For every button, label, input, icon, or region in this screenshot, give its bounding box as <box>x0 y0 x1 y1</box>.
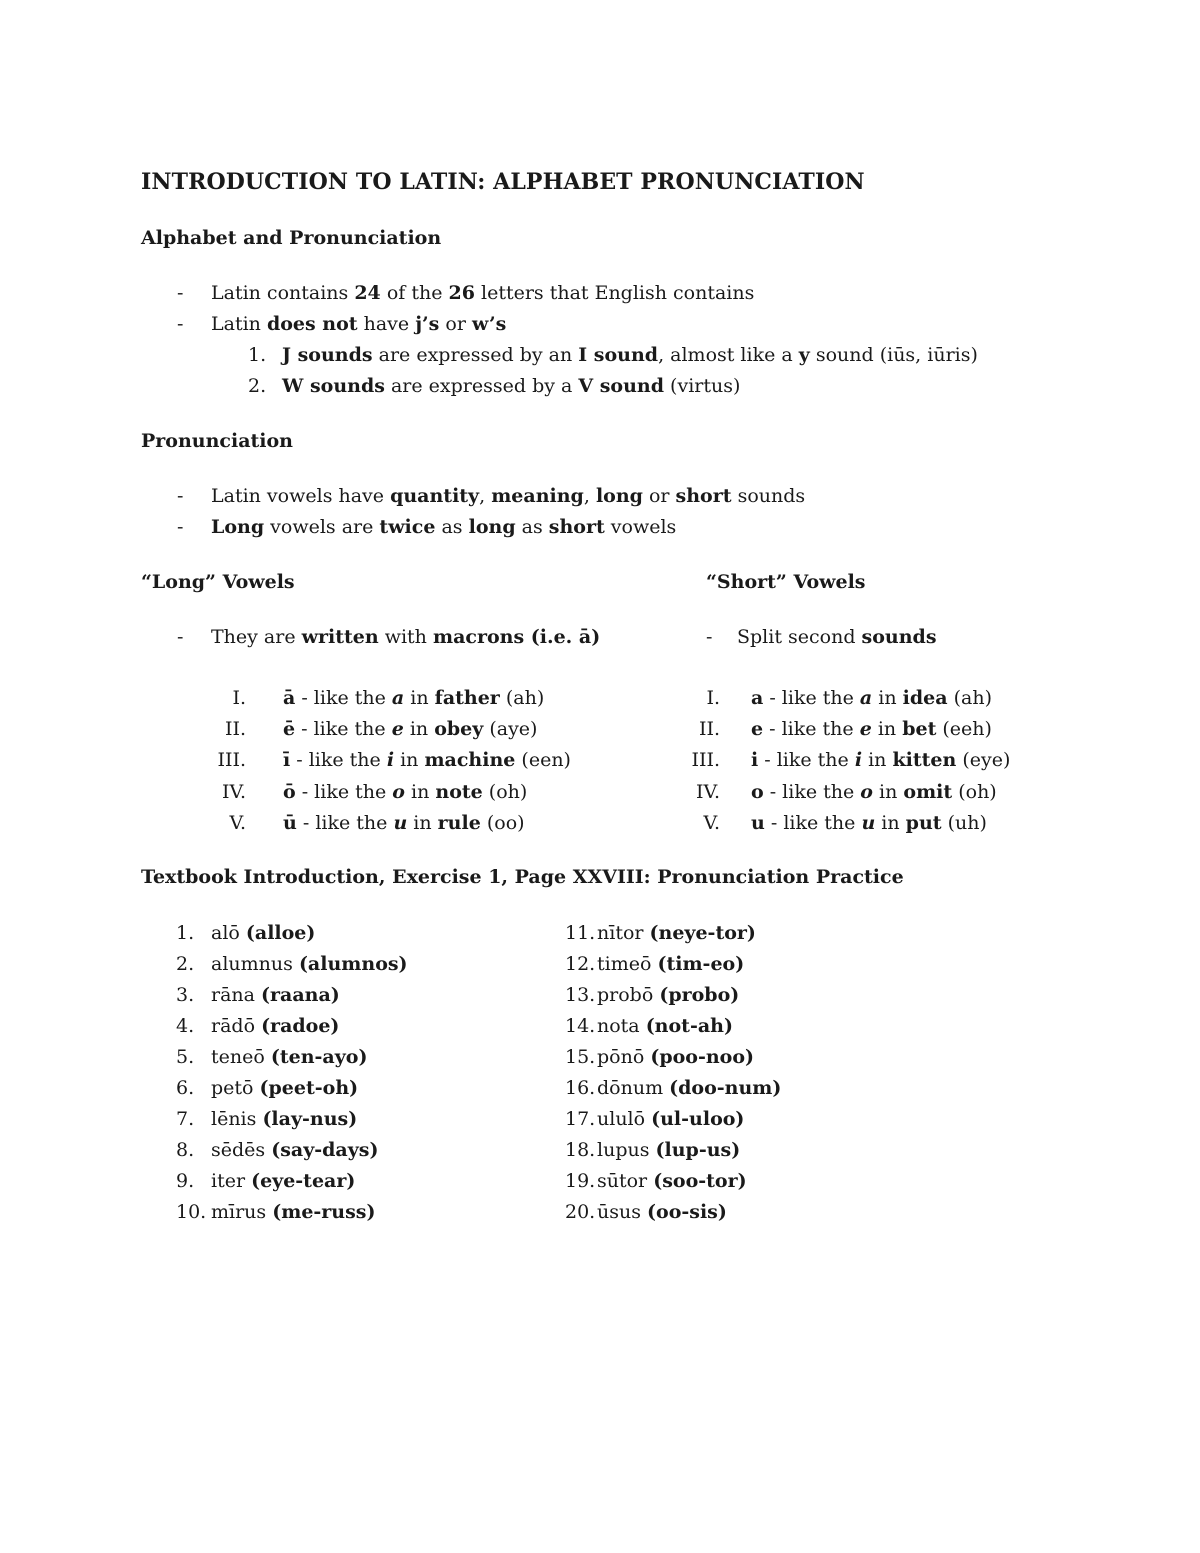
text-span: 17. <box>565 1108 596 1130</box>
text-span: e <box>751 718 764 741</box>
text-span: 4. <box>176 1015 195 1037</box>
text-span: (ten-ayo) <box>270 1046 368 1068</box>
vowel-item <box>751 812 987 834</box>
text-span: alō <box>211 922 240 944</box>
text-span: iter <box>211 1170 246 1192</box>
pronunciation-bullet-2: Long vowels are twice as long as short vowels <box>211 516 677 538</box>
text-span: in <box>407 811 438 834</box>
text-span: in <box>872 687 903 709</box>
text-span: - like the <box>763 718 860 741</box>
text-span: 12. <box>565 953 596 975</box>
text-span: u <box>393 811 408 834</box>
text-span: kitten <box>892 749 957 772</box>
exercise-item <box>565 1139 740 1161</box>
alphabet-bullet-2: Latin does not have j’s or w’s <box>211 313 507 335</box>
text-span: 16. <box>565 1077 596 1099</box>
text-span: (oh) <box>952 780 997 803</box>
text-span: i <box>386 749 395 772</box>
roman-numeral: II. <box>224 718 246 741</box>
text-span: (alumnos) <box>298 953 408 975</box>
exercise-item <box>176 984 340 1006</box>
text-span: a <box>859 687 873 709</box>
text-span: rādō <box>211 1015 256 1037</box>
text-span: ā <box>283 687 296 709</box>
text-span: o <box>392 780 405 803</box>
roman-numeral: V. <box>229 811 246 834</box>
text-span: 13. <box>565 984 596 1006</box>
text-span: e <box>859 718 872 741</box>
vowel-item <box>283 812 525 834</box>
page-title: INTRODUCTION TO LATIN: ALPHABET PRONUNCIATION <box>141 169 865 195</box>
roman-numeral: III. <box>217 749 246 772</box>
text-span: (lup-us) <box>655 1139 741 1161</box>
section-heading-alphabet: Alphabet and Pronunciation <box>141 227 442 249</box>
text-span: ululō <box>597 1108 646 1130</box>
text-span: rāna <box>211 984 255 1006</box>
bullet-dash: - <box>177 516 184 538</box>
bullet-dash: - <box>177 626 184 648</box>
text-span: o <box>860 780 873 803</box>
text-span: (soo-tor) <box>653 1170 747 1192</box>
exercise-item <box>176 1170 355 1192</box>
text-span: obey <box>434 718 484 741</box>
text-span: (oo) <box>480 811 525 834</box>
text-span: lupus <box>597 1139 650 1161</box>
text-span: (radoe) <box>261 1015 340 1037</box>
text-span: 9. <box>176 1170 195 1192</box>
text-span: ē <box>283 718 296 741</box>
exercise-item <box>176 1046 367 1068</box>
text-span: in <box>404 687 435 709</box>
long-vowels-bullet: They are written with macrons (i.e. ā) <box>211 626 601 648</box>
text-span: (peet-oh) <box>259 1077 359 1099</box>
section-heading-pronunciation: Pronunciation <box>141 430 293 452</box>
roman-numeral: IV. <box>696 780 720 803</box>
exercise-item <box>176 1108 357 1130</box>
text-span: 18. <box>565 1139 596 1161</box>
text-span: (eye) <box>956 749 1011 772</box>
text-span: 11. <box>565 922 596 944</box>
text-span: 5. <box>176 1046 195 1068</box>
text-span: i <box>751 749 759 772</box>
text-span: - like the <box>296 811 394 834</box>
text-span: nītor <box>597 922 644 944</box>
alphabet-subitem-2: W sounds are expressed by a V sound (virtus) <box>282 375 741 397</box>
text-span: ō <box>283 780 296 803</box>
section-heading-short-vowels: “Short” Vowels <box>706 571 866 593</box>
text-span: in <box>403 718 435 741</box>
text-span: 6. <box>176 1077 195 1099</box>
text-span: u <box>861 811 876 834</box>
text-span: (ah) <box>947 687 992 709</box>
short-vowels-bullet: Split second sounds <box>737 626 937 648</box>
text-span: in <box>871 718 903 741</box>
text-span: ī <box>283 749 291 772</box>
text-span: (poo-noo) <box>650 1046 754 1068</box>
text-span: ū <box>283 811 297 834</box>
text-span: (alloe) <box>245 922 316 944</box>
exercise-item <box>565 922 756 944</box>
text-span: rule <box>437 811 481 834</box>
text-span: (not-ah) <box>645 1015 733 1037</box>
roman-numeral: IV. <box>222 780 246 803</box>
text-span: i <box>854 749 863 772</box>
roman-numeral: III. <box>691 749 720 772</box>
text-span: e <box>391 718 404 741</box>
text-span: - like the <box>763 687 860 709</box>
text-span: in <box>872 780 904 803</box>
text-span: in <box>875 811 906 834</box>
vowel-item <box>751 687 992 709</box>
bullet-dash: - <box>177 282 184 304</box>
text-span: idea <box>902 687 948 709</box>
text-span: (doo-num) <box>669 1077 782 1099</box>
text-span: - like the <box>758 749 855 772</box>
text-span: (oo-sis) <box>647 1201 727 1223</box>
vowel-item <box>751 749 1010 771</box>
text-span: - like the <box>290 749 387 772</box>
bullet-dash: - <box>706 626 713 648</box>
alphabet-bullet-1: Latin contains 24 of the 26 letters that English contains <box>211 282 755 304</box>
text-span: mīrus <box>211 1201 267 1223</box>
exercise-item <box>176 922 315 944</box>
exercise-item <box>176 953 408 975</box>
text-span: u <box>751 811 765 834</box>
exercise-item <box>565 1201 727 1223</box>
alphabet-sub-number: 1. <box>248 344 267 366</box>
text-span: nota <box>597 1015 640 1037</box>
text-span: 8. <box>176 1139 195 1161</box>
roman-numeral: I. <box>232 687 246 709</box>
text-span: (raana) <box>261 984 340 1006</box>
text-span: father <box>434 687 500 709</box>
text-span: (lay-nus) <box>262 1108 358 1130</box>
vowel-item <box>283 781 527 803</box>
text-span: - like the <box>763 780 861 803</box>
text-span: alumnus <box>211 953 293 975</box>
exercise-item <box>176 1139 378 1161</box>
text-span: note <box>435 780 483 803</box>
text-span: 15. <box>565 1046 596 1068</box>
text-span: machine <box>424 749 516 772</box>
text-span: (neye-tor) <box>649 922 756 944</box>
text-span: a <box>391 687 405 709</box>
text-span: dōnum <box>597 1077 664 1099</box>
text-span: timeō <box>597 953 652 975</box>
exercise-item <box>176 1015 339 1037</box>
text-span: 19. <box>565 1170 596 1192</box>
text-span: (probo) <box>659 984 740 1006</box>
exercise-item <box>565 984 739 1006</box>
text-span: 20. <box>565 1201 596 1223</box>
vowel-item <box>283 718 537 740</box>
text-span: 14. <box>565 1015 596 1037</box>
section-heading-long-vowels: “Long” Vowels <box>141 571 295 593</box>
text-span: 1. <box>176 922 195 944</box>
text-span: (me-russ) <box>272 1201 376 1223</box>
exercise-item <box>565 1170 747 1192</box>
text-span: - like the <box>295 718 392 741</box>
text-span: - like the <box>764 811 862 834</box>
bullet-dash: - <box>177 313 184 335</box>
text-span: (tim-eo) <box>657 953 745 975</box>
text-span: omit <box>903 780 953 803</box>
section-heading-exercise: Textbook Introduction, Exercise 1, Page XXVIII: Pronunciation Practice <box>141 866 904 888</box>
text-span: in <box>404 780 436 803</box>
text-span: (say-days) <box>271 1139 379 1161</box>
vowel-item <box>283 687 544 709</box>
text-span: (eeh) <box>936 718 992 741</box>
text-span: (oh) <box>482 780 528 803</box>
roman-numeral: II. <box>698 718 720 741</box>
text-span: petō <box>211 1077 254 1099</box>
text-span: pōnō <box>597 1046 645 1068</box>
text-span: put <box>905 811 942 834</box>
bullet-dash: - <box>177 485 184 507</box>
text-span: o <box>751 780 764 803</box>
text-span: in <box>394 749 425 772</box>
exercise-item <box>565 1046 754 1068</box>
roman-numeral: V. <box>703 811 720 834</box>
text-span: ūsus <box>597 1201 641 1223</box>
exercise-item <box>565 1077 781 1099</box>
exercise-item <box>176 1077 358 1099</box>
text-span: sēdēs <box>211 1139 266 1161</box>
text-span: 3. <box>176 984 195 1006</box>
vowel-item <box>283 749 571 771</box>
text-span: 7. <box>176 1108 195 1130</box>
text-span: (aye) <box>483 718 538 741</box>
text-span: sūtor <box>597 1170 648 1192</box>
text-span: (ul-uloo) <box>651 1108 745 1130</box>
text-span: - like the <box>295 780 393 803</box>
vowel-item <box>751 781 997 803</box>
exercise-item <box>565 1015 733 1037</box>
text-span: lēnis <box>211 1108 257 1130</box>
text-span: - like the <box>295 687 392 709</box>
text-span: (een) <box>515 749 571 772</box>
alphabet-sub-number: 2. <box>248 375 267 397</box>
text-span: probō <box>597 984 654 1006</box>
text-span: (ah) <box>499 687 545 709</box>
vowel-item <box>751 718 992 740</box>
alphabet-subitem-1: J sounds are expressed by an I sound, almost like a y sound (iūs, iūris) <box>282 344 978 366</box>
text-span: 10. <box>176 1201 207 1223</box>
text-span: (uh) <box>941 811 987 834</box>
text-span: bet <box>902 718 937 741</box>
pronunciation-bullet-1: Latin vowels have quantity, meaning, long or short sounds <box>211 485 806 507</box>
text-span: 2. <box>176 953 195 975</box>
text-span: (eye-tear) <box>251 1170 356 1192</box>
exercise-item <box>565 1108 744 1130</box>
exercise-item <box>176 1201 376 1223</box>
text-span: a <box>751 687 764 709</box>
exercise-item <box>565 953 744 975</box>
text-span: in <box>862 749 893 772</box>
text-span: teneō <box>211 1046 265 1068</box>
roman-numeral: I. <box>706 687 720 709</box>
